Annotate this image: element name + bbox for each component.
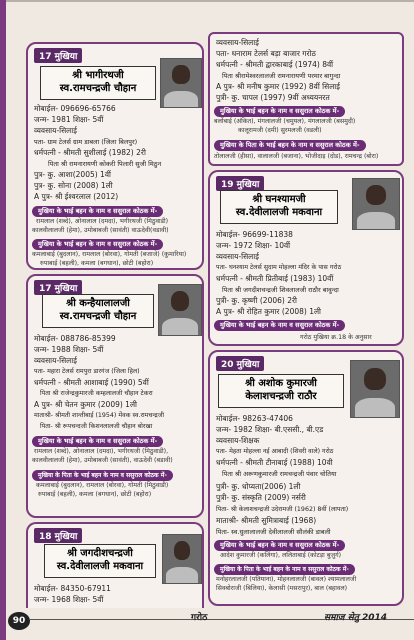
card-tag: 20 मुखिया — [216, 356, 264, 371]
member-card-17a — [26, 42, 204, 270]
member-photo — [350, 360, 400, 418]
father-line: पिता- श्री रूपचन्दजी किशनलालजी चौहान बोरखा — [40, 423, 153, 430]
in-laws-line: पिता श्री अरूणकुमारजी रामचन्द्रजी पंवार चोतिया — [222, 470, 337, 478]
child-line: पुत्र- कु. सोना (2008) 1ली — [34, 181, 113, 190]
sibling-line: रामलाल (शब्दे), ओनालाल (दमदा), भगीरथजी (मिठुवाडी) — [36, 218, 169, 225]
member-card-18 — [26, 522, 204, 608]
birth-line: जन्म- 1981 शिक्षा- 5वीं — [34, 115, 104, 124]
father-sibling-line: मनोहरलालजी (पतियाना), मोहनलालजी (बावल) श्यामलालजी — [216, 576, 357, 583]
child-line: पुत्री- कु. धोप्यता(2006) 1ली — [216, 482, 301, 491]
father-sibling-line: रुपाबाई (बहली), कमला (बगधान), छोटी (बहोरा) — [38, 491, 152, 498]
mobile-line: मोबाईल- 98263-47406 — [216, 414, 293, 423]
child-line: पुत्र- कु. आशा(2005) 1वीं — [34, 170, 111, 179]
father-sibling-line: कमलाबाई (बुदलान), रामलाल (बोरवा), गोमती (बजाजे) (कुमारिया) — [32, 251, 187, 258]
address-line: पता- धनाराम टेलर्स बड़ा बाजार गरोठ — [216, 49, 316, 58]
member-card-continued — [208, 32, 404, 166]
mobile-line: मोबाईल- 096696-65766 — [34, 104, 116, 113]
siblings-band: मुखिया के भाई बहन के नाम व ससुराल कोठक में- — [32, 436, 163, 447]
birth-line: जन्म- 1972 शिक्षा- 10वीं — [216, 241, 291, 250]
mother-line: माताश्री- श्रीमती शान्तीबाई (1954) मेंवक स्व.रामचन्द्रजी — [34, 412, 165, 419]
siblings-band: मुखिया के भाई बहन के नाम व ससुराल कोठक में- — [214, 106, 345, 117]
child-line: पुत्री- कु. चापल (1997) 9वीं अध्ययनरत — [216, 93, 330, 102]
in-laws-line: पिता श्रीरामेश्वरलालजी रामनारायणी परमार बागुन्दा — [222, 72, 341, 80]
sibling-line: कालूरामजी (दमी) सुरमलजी (वडली) — [238, 127, 322, 134]
father-sibling-line: कमलाबाई (बुदलान), रामलाल (बोरवा), गोमती (मिठुवाडी) — [36, 482, 169, 489]
member-name: श्री कन्हैयालालजी — [66, 298, 130, 309]
siblings-band: मुखिया के भाई बहन के नाम व ससुराल कोठक में- — [32, 206, 163, 217]
mobile-line: मोबाईल- 96699-11838 — [216, 230, 293, 239]
child-line: A पुत्र- श्री मनीष कुमार (1992) 8वीं सिलाई — [216, 82, 340, 91]
member-name-box — [40, 66, 156, 100]
child-line: पुत्री- कु. संस्कृति (2009) नर्सरी — [216, 493, 306, 502]
sibling-line: बर्लोबाई (अंकित), मंगलालजी (चमुयल), मंगलालजी (बसमुदी) — [214, 118, 356, 125]
work-line: व्यवसाय-सिलाई — [216, 38, 259, 47]
member-father-name: स्व.रामचन्द्रजी चौहान — [59, 83, 137, 94]
siblings-band: मुखिया के भाई बहन के नाम व ससुराल कोठक में- — [214, 320, 345, 331]
child-line: पुत्री- कु. कृष्णी (2006) 2री — [216, 296, 297, 305]
wife-line: धर्मपत्नी - श्रीमती द्वारकाबाई (1974) 8वीं — [216, 60, 334, 69]
child-line: A पुत्र- श्री चेतन कुमार (2009) 1ली — [34, 400, 137, 409]
member-father-name: स्व.देवीलालजी मकवाना — [56, 561, 144, 572]
father-sibling-line: रुपाबाई (बहली), कमला (बगधान), छोटी (बहोरा) — [40, 260, 154, 267]
member-photo — [352, 178, 400, 230]
birth-line: जन्म- 1982 शिक्षा- बी.एससी., बी.एड — [216, 425, 324, 434]
member-name-box — [44, 544, 156, 578]
member-name-box — [220, 190, 338, 224]
sibling-line: कालवीलालजी (हेमा), उमोबाबजी (सावंती), वाऊदेवी (बडावी) — [32, 457, 173, 464]
wife-line: धर्मपत्नी - श्रीमती सुशीलाई (1982) 2री — [34, 148, 146, 157]
page-number: 90 — [8, 612, 30, 630]
member-name: श्री घनश्यामजी — [252, 194, 306, 205]
card-tag: 18 मुखिया — [34, 528, 82, 543]
card-tag: 17 मुखिया — [34, 48, 82, 63]
address-line: पता- घनश्याम टेलर्स सुदाम मोहल्ला मंदिर के पास गरोठ — [216, 264, 342, 271]
siblings-band: मुखिया के भाई बहन के नाम व ससुराल कोठक में- — [214, 540, 345, 551]
work-line: व्यवसाय-सिलाई — [216, 252, 259, 261]
member-photo — [158, 284, 202, 336]
wife-line: धर्मपत्नी - श्रीमती आशाबाई (1990) 5वीं — [34, 378, 149, 387]
address-line: पता- ग्राम टेलर्स ग्राम डाबला (जिला बिलपुर) — [34, 138, 138, 146]
card-tag: 19 मुखिया — [216, 176, 264, 191]
member-name-box — [42, 294, 154, 328]
sibling-line: आदेश कुमारजी (कलिंगा), ललिताबाई (कोटड़ा बुजुर्ग) — [220, 552, 342, 559]
in-laws-line: पिता श्री रामनारायणी कोकरी पिलारी सुजी मिठुन — [48, 160, 162, 168]
wife-line: धर्मपत्नी - श्रीमती टीनाबाई (1988) 10वी — [216, 458, 333, 467]
father-line: पिता- श्री केलाशचन्द्रजी उदेरामजी (1962) 8वीं (लापता) — [216, 506, 349, 513]
father-siblings-band: मुखिया के भाई बहन के नाम व ससुराल कोठक में- — [32, 239, 163, 250]
mobile-line: मोबाईल- 84350-67911 — [34, 584, 111, 593]
in-laws-line: पिता श्री जगदीशचन्द्रजी शिवलालजी राठौर बावुन्दा — [222, 286, 339, 294]
member-card-17b — [26, 274, 204, 518]
father-siblings-band: मुखिया के पिता के भाई बहन के नाम व ससुराल कोठक में- — [32, 470, 173, 481]
child-line: A पुत्र- श्री ईश्वरलाल (2012) — [34, 192, 119, 201]
father-sibling-line: तोलालजी (हीसा), वालालजी (बजाना), भोजीदाइ (दोड), रामचन्द्र (बोरा) — [214, 153, 379, 160]
father-siblings-band: मुखिया के पिता के भाई बहन के नाम व ससुराल कोठक में- — [214, 564, 355, 575]
member-photo — [162, 534, 202, 584]
birth-line: जन्म- 1988 शिक्षा- 5वीं — [34, 345, 104, 354]
member-photo — [160, 58, 202, 108]
sibling-line: रामलाल (शब्दे), ओनालाल (दमदा), भगीरथजी (मिठुवाडी), — [34, 448, 169, 455]
footer-center: गरोठ — [191, 613, 208, 623]
birth-line: जन्म- 1968 शिक्षा- 5वीं — [34, 595, 104, 604]
father-siblings-band: मुखिया के पिता के भाई बहन के नाम व ससुराल कोठक में- — [214, 140, 366, 151]
in-laws-line: पिता- स्व.धुलालालजी देवीलालजी सौलंकी डाबली — [216, 528, 331, 536]
member-name: श्री अशोक कुमारजी — [245, 378, 317, 389]
card-tag: 17 मुखिया — [34, 280, 82, 295]
member-name-box — [218, 374, 344, 408]
sibling-line: कालवीलालजी (हेमा), उमोबाबजी (सावंती) वाऊदेवी(वडावी) — [32, 227, 169, 234]
address-line: पता- मेहता मोहल्ला नई आबादी (शिवरी वाले) गरोठ — [216, 448, 334, 455]
member-card-20 — [208, 350, 404, 606]
work-line: व्यवसाय-शिक्षक — [216, 436, 260, 445]
member-father-name: केलाशचन्द्रजी राठौर — [245, 391, 317, 402]
father-sibling-line: सिवबोराजी (बिलिया), केलासी (मसरापुर), बाल (बहावल) — [216, 585, 348, 592]
work-line: व्यवसाय-सिलाई — [34, 126, 77, 135]
member-name: श्री भागीरथजी — [72, 70, 124, 81]
child-line: A पुत्र- श्री रोहित कुमार (2008) 1ली — [216, 307, 321, 316]
wife-line: धर्मपत्नी - श्रीमती प्रितीबाई (1983) 10वीं — [216, 274, 334, 283]
footer-right: समाज सेतु 2014 — [324, 613, 388, 623]
top-rule — [6, 0, 414, 2]
address-line: पता- महारा टेलर्स रामपुरा डारगंज (जिला हिल) — [34, 368, 140, 375]
member-name: श्री जगदीशचन्द्रजी — [67, 548, 133, 559]
member-father-name: स्व.रामचन्द्रजी चौहान — [59, 311, 137, 322]
work-line: व्यवसाय-सिलाई — [34, 356, 77, 365]
mother-line: माताश्री- श्रीमती सुमित्राबाई (1968) — [216, 516, 317, 525]
in-laws-line: पिता श्री राजेन्द्रकुमारजी कम्हलालजी चौहान टेकरा — [40, 390, 153, 397]
reference-note: गरोठ मुखिया क्र.18 के अनुसार — [300, 334, 372, 341]
member-father-name: स्व.देवीलालजी मकवाना — [235, 207, 323, 218]
member-card-19 — [208, 170, 404, 346]
mobile-line: मोबाईल- 088786-85399 — [34, 334, 116, 343]
